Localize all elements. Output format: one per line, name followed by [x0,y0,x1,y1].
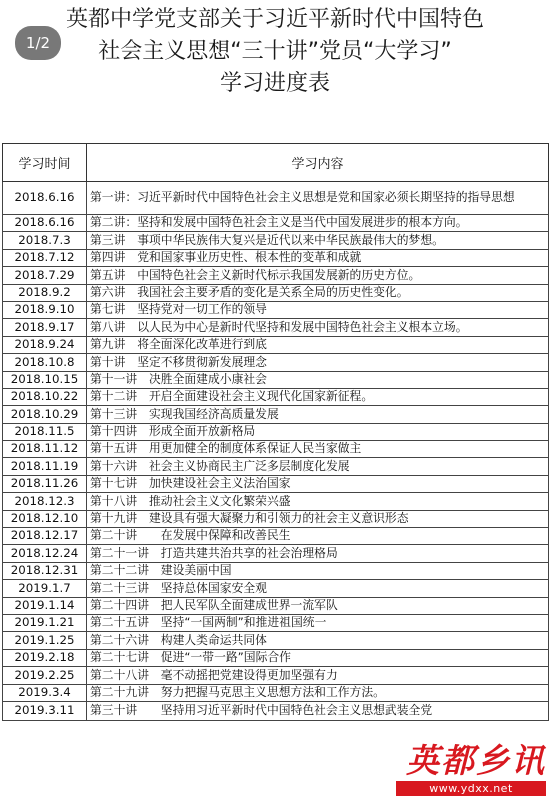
study-content: 第十七讲 加快建设社会主义法治国家 [87,475,549,492]
watermark-url: www.ydxx.net [396,781,546,796]
table-row [3,215,549,232]
study-date: 2018.6.16 [3,182,87,215]
study-content: 第二十五讲 坚持“一国两制”和推进祖国统一 [87,614,549,631]
study-content: 第十三讲 实现我国经济高质量发展 [87,406,549,423]
table-body [3,182,549,721]
table-row [3,336,549,353]
study-content: 第三讲 事项中华民族伟大复兴是近代以来中华民族最伟大的梦想。 [87,232,549,249]
study-date: 2019.2.18 [3,649,87,666]
study-content: 第十八讲 推动社会主义文化繁荣兴盛 [87,493,549,510]
study-content: 第七讲 坚持党对一切工作的领导 [87,301,549,318]
study-date: 2018.9.10 [3,301,87,318]
study-content: 第六讲 我国社会主要矛盾的变化是关系全局的历史性变化。 [87,284,549,301]
study-date: 2018.11.5 [3,423,87,440]
study-content: 第二十八讲 毫不动摇把党建设得更加坚强有力 [87,667,549,684]
title-line-2: 社会主义思想“三十讲”党员“大学习” [98,39,452,64]
study-date: 2018.10.15 [3,371,87,388]
table-row [3,406,549,423]
study-date: 2019.3.4 [3,684,87,701]
table-row [3,493,549,510]
table-row [3,649,549,666]
study-date: 2018.9.17 [3,319,87,336]
study-date: 2018.12.31 [3,562,87,579]
study-date: 2018.10.29 [3,406,87,423]
study-content: 第二十四讲 把人民军队全面建成世界一流军队 [87,597,549,614]
study-date: 2018.10.8 [3,354,87,371]
title-line-3: 学习进度表 [219,71,330,96]
study-date: 2018.6.16 [3,215,87,232]
study-date: 2019.1.14 [3,597,87,614]
table-row [3,632,549,649]
schedule-table [2,143,549,721]
table-row [3,545,549,562]
study-date: 2019.1.7 [3,580,87,597]
header-content: 学习内容 [87,144,549,182]
table-row [3,301,549,318]
study-date: 2018.9.2 [3,284,87,301]
header-date: 学习时间 [3,144,87,182]
study-date: 2018.11.12 [3,441,87,458]
study-content: 第五讲 中国特色社会主义新时代标示我国发展新的历史方位。 [87,267,549,284]
table-row [3,423,549,440]
study-content: 第二十二讲 建设美丽中国 [87,562,549,579]
study-date: 2018.11.19 [3,458,87,475]
table-row [3,319,549,336]
table-row [3,667,549,684]
table-row [3,701,549,720]
study-content: 第十四讲 形成全面开放新格局 [87,423,549,440]
study-content: 第十二讲 开启全面建设社会主义现代化国家新征程。 [87,388,549,405]
table-row [3,441,549,458]
study-date: 2018.12.10 [3,510,87,527]
table-row [3,614,549,631]
table-row [3,562,549,579]
study-date: 2018.12.17 [3,528,87,545]
study-date: 2018.11.26 [3,475,87,492]
title-line-1: 英都中学党支部关于习近平新时代中国特色 [65,7,484,32]
study-date: 2018.7.12 [3,249,87,266]
study-content: 第二十六讲 构建人类命运共同体 [87,632,549,649]
study-content: 第二十一讲 打造共建共治共享的社会治理格局 [87,545,549,562]
table-row [3,267,549,284]
table-row [3,458,549,475]
table-row [3,284,549,301]
study-date: 2018.7.3 [3,232,87,249]
table-row [3,182,549,215]
study-date: 2018.10.22 [3,388,87,405]
study-date: 2018.12.3 [3,493,87,510]
table-row [3,232,549,249]
study-content: 第三十讲 坚持用习近平新时代中国特色社会主义思想武装全党 [87,701,549,720]
study-date: 2019.1.25 [3,632,87,649]
study-content: 第十讲 坚定不移贯彻新发展理念 [87,354,549,371]
study-date: 2018.12.24 [3,545,87,562]
table-row [3,371,549,388]
study-content: 第十五讲 用更加健全的制度体系保证人民当家做主 [87,441,549,458]
study-content: 第八讲 以人民为中心是新时代坚持和发展中国特色社会主义根本立场。 [87,319,549,336]
study-date: 2018.9.24 [3,336,87,353]
study-content: 第二十三讲 坚持总体国家安全观 [87,580,549,597]
document-title [0,4,550,100]
table-row [3,354,549,371]
study-content: 第四讲 党和国家事业历史性、根本性的变革和成就 [87,249,549,266]
table-row [3,475,549,492]
table-row [3,510,549,527]
watermark-logo: 英都乡讯 [406,741,546,780]
study-content: 第十九讲 建设具有强大凝聚力和引领力的社会主义意识形态 [87,510,549,527]
table-row [3,580,549,597]
table-row [3,684,549,701]
study-content: 第十六讲 社会主义协商民主广泛多层制度化发展 [87,458,549,475]
study-content: 第一讲：习近平新时代中国特色社会主义思想是党和国家必须长期坚持的指导思想 [87,182,549,215]
study-content: 第二十九讲 努力把握马克思主义思想方法和工作方法。 [87,684,549,701]
study-content: 第十一讲 决胜全面建成小康社会 [87,371,549,388]
study-date: 2018.7.29 [3,267,87,284]
study-date: 2019.3.11 [3,701,87,720]
table-row [3,388,549,405]
study-content: 第二十讲 在发展中保障和改善民生 [87,528,549,545]
table-row [3,597,549,614]
study-content: 第二讲：坚持和发展中国特色社会主义是当代中国发展进步的根本方向。 [87,215,549,232]
study-date: 2019.1.21 [3,614,87,631]
table-header-row [3,144,549,182]
study-content: 第二十七讲 促进“一带一路”国际合作 [87,649,549,666]
study-date: 2019.2.25 [3,667,87,684]
page-indicator-badge[interactable]: 1/2 [15,26,61,60]
table-row [3,249,549,266]
table-row [3,528,549,545]
study-content: 第九讲 将全面深化改革进行到底 [87,336,549,353]
